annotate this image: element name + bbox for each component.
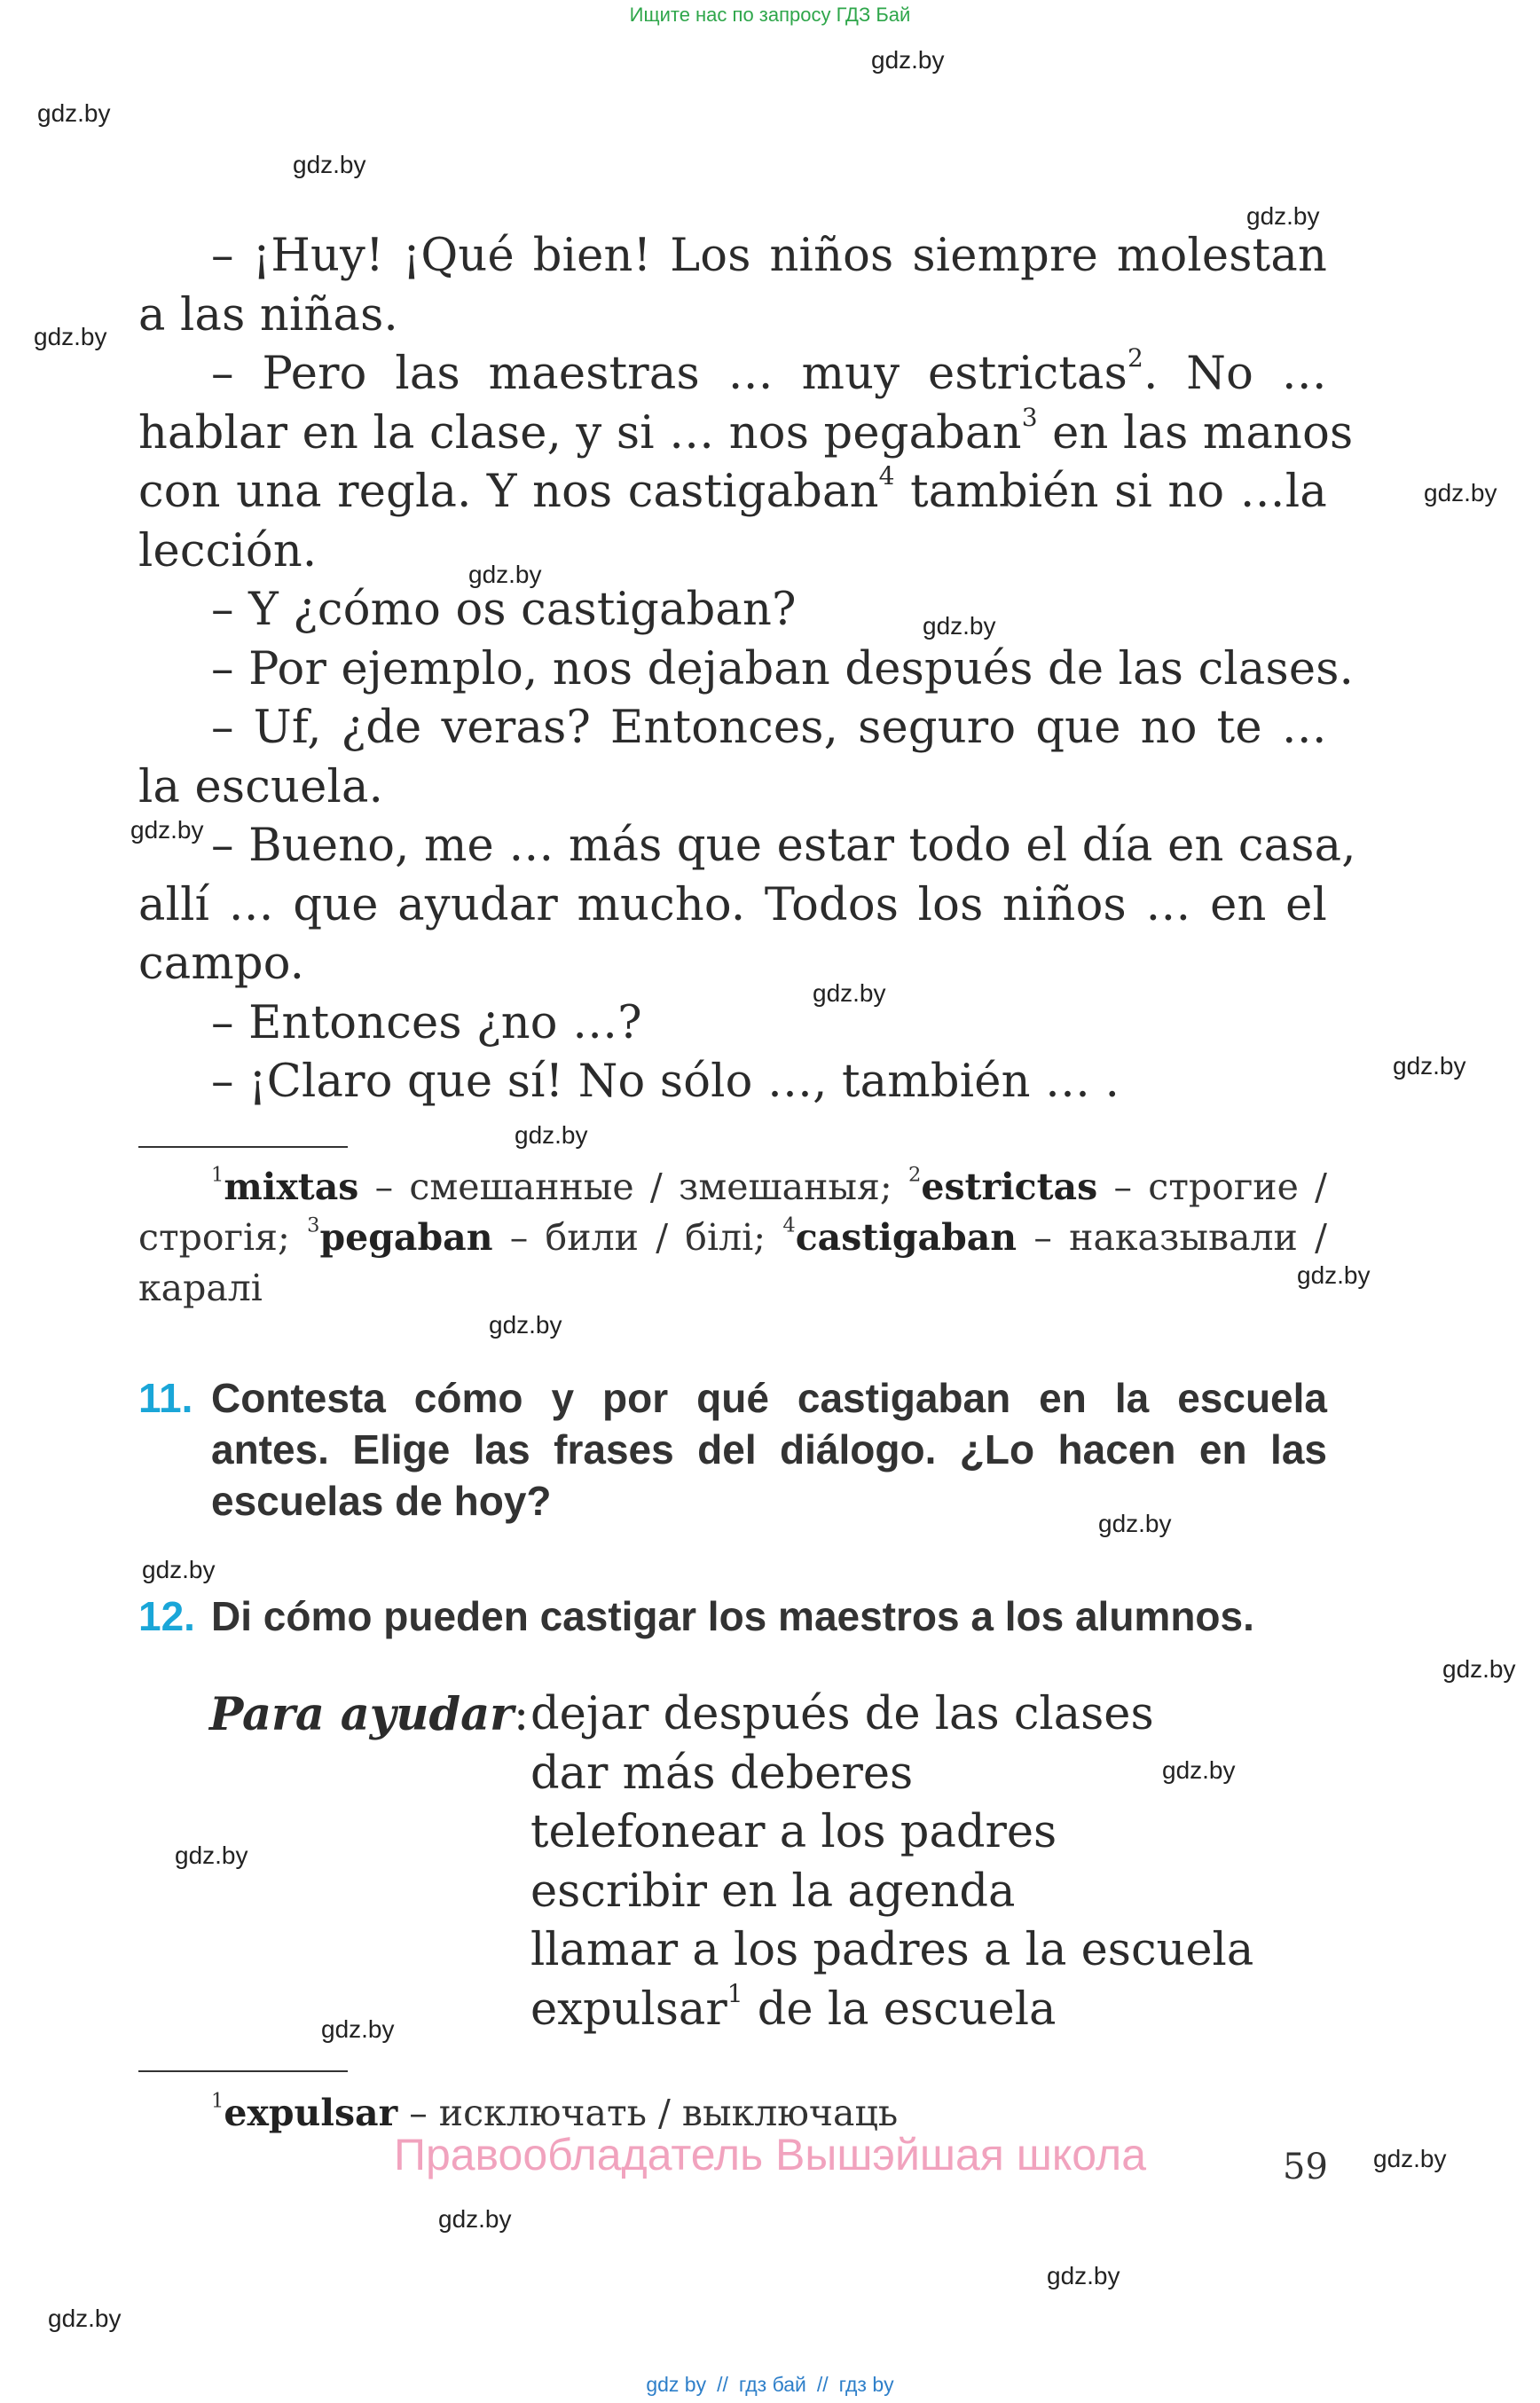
watermark: gdz.by: [48, 2305, 122, 2332]
copyright-notice: Правообладатель Вышэйшая школа: [394, 2130, 1146, 2179]
footnote-divider: [138, 1146, 348, 1148]
watermark: gdz.by: [468, 561, 542, 588]
dialogue-line: – Uf, ¿de veras? Entonces, seguro que no te …: [211, 702, 1327, 754]
helper-item: escribir en la agenda: [530, 1865, 1016, 1918]
dialogue-line: a las niñas.: [138, 288, 398, 342]
dialogue-line: – ¡Claro que sí! No sólo …, también … .: [211, 1056, 1120, 1108]
watermark: gdz.by: [1047, 2262, 1120, 2289]
footnote-line: $^1$mixtas – смешанные / змешаныя; $^2$estrictas – строгие /: [211, 1163, 1327, 1208]
dialogue-line: allí … que ayudar mucho. Todos los niños … en el: [138, 878, 1327, 931]
dialogue-line: lección.: [138, 524, 318, 577]
watermark: gdz.by: [321, 2015, 395, 2043]
dialogue-line: – ¡Huy! ¡Qué bien! Los niños siempre molestan: [211, 230, 1327, 282]
helper-item: expulsar$^1$ de la escuela: [530, 1978, 1057, 2036]
dialogue: [138, 227, 1356, 1112]
dialogue-line: la escuela.: [138, 760, 384, 813]
helper-item: telefonear a los padres: [530, 1806, 1057, 1858]
footer-separator: //: [816, 2373, 829, 2396]
exercise-line: escuelas de hoy?: [211, 1478, 552, 1524]
watermark: gdz.by: [1246, 202, 1320, 230]
exercise-11-number: 11.: [138, 1375, 193, 1421]
helper-item: dar más deberes: [530, 1747, 914, 1800]
watermark: gdz.by: [871, 46, 945, 74]
watermark: gdz.by: [489, 1311, 562, 1339]
helper-list: [530, 1685, 1253, 2039]
footer-link[interactable]: гдз by: [838, 2373, 894, 2396]
dialogue-line: – Entonces ¿no …?: [211, 996, 642, 1049]
watermark: gdz.by: [130, 816, 204, 844]
watermark: gdz.by: [813, 979, 886, 1007]
dialogue-line: con una regla. Y nos castigaban$^4$ también si no …la: [138, 460, 1327, 518]
watermark: gdz.by: [1442, 1655, 1516, 1683]
footnotes: [138, 1162, 1327, 1314]
footer-separator: //: [717, 2373, 728, 2396]
footnote-line: каралі: [138, 1267, 263, 1309]
helper-label: Para ayudar:: [209, 1688, 530, 1741]
watermark: gdz.by: [1393, 1052, 1466, 1080]
watermark: gdz.by: [1098, 1510, 1172, 1537]
dialogue-line: – Bueno, me … más que estar todo el día en casa,: [211, 820, 1356, 872]
footnote-expulsar: $^1$expulsar – исключать / выключаць: [211, 2089, 899, 2134]
exercise-line: antes. Elige las frases del diálogo. ¿Lo hacen en las: [211, 1426, 1327, 1472]
exercise-12-instruction: Di cómo pueden castigar los maestros a los alumnos.: [211, 1593, 1254, 1639]
exercise-11-instruction: [211, 1372, 1327, 1527]
dialogue-line: hablar en la clase, y si … nos pegaban$^3$ en las manos: [138, 402, 1354, 459]
dialogue-line: campo.: [138, 938, 305, 990]
top-banner[interactable]: Ищите нас по запросу ГДЗ Бай: [629, 4, 911, 26]
footer-link[interactable]: гдз бай: [738, 2373, 806, 2396]
dialogue-line: – Por ejemplo, nos dejaban después de las clases.: [211, 642, 1354, 695]
watermark: gdz.by: [1297, 1261, 1371, 1289]
helper-item: llamar a los padres a la escuela: [530, 1924, 1254, 1976]
footer-link[interactable]: gdz by: [646, 2373, 707, 2396]
page-number: 59: [1283, 2147, 1328, 2187]
watermark: gdz.by: [142, 1556, 216, 1583]
exercise-line: Contesta cómo y por qué castigaban en la escuela: [211, 1375, 1327, 1421]
watermark: gdz.by: [175, 1842, 248, 1869]
watermark: gdz.by: [293, 151, 366, 178]
watermark: gdz.by: [438, 2205, 512, 2233]
watermark: gdz.by: [923, 612, 996, 640]
footnote-divider: [138, 2070, 348, 2072]
watermark: gdz.by: [1373, 2145, 1447, 2172]
watermark: gdz.by: [1424, 479, 1497, 507]
watermark: gdz.by: [515, 1121, 588, 1149]
exercise-12-number: 12.: [138, 1593, 195, 1639]
watermark: gdz.by: [34, 323, 107, 350]
dialogue-line: – Pero las maestras … muy estrictas$^2$. No …: [211, 342, 1327, 400]
footer-links: [0, 2373, 1540, 2397]
watermark: gdz.by: [37, 99, 111, 127]
helper-item: dejar después de las clases: [530, 1688, 1154, 1740]
footnote-line: строгія; $^3$pegaban – били / білі; $^4$castigaban – наказывали /: [138, 1213, 1327, 1259]
dialogue-line: – Y ¿cómo os castigaban?: [211, 584, 797, 636]
watermark: gdz.by: [1162, 1756, 1236, 1784]
